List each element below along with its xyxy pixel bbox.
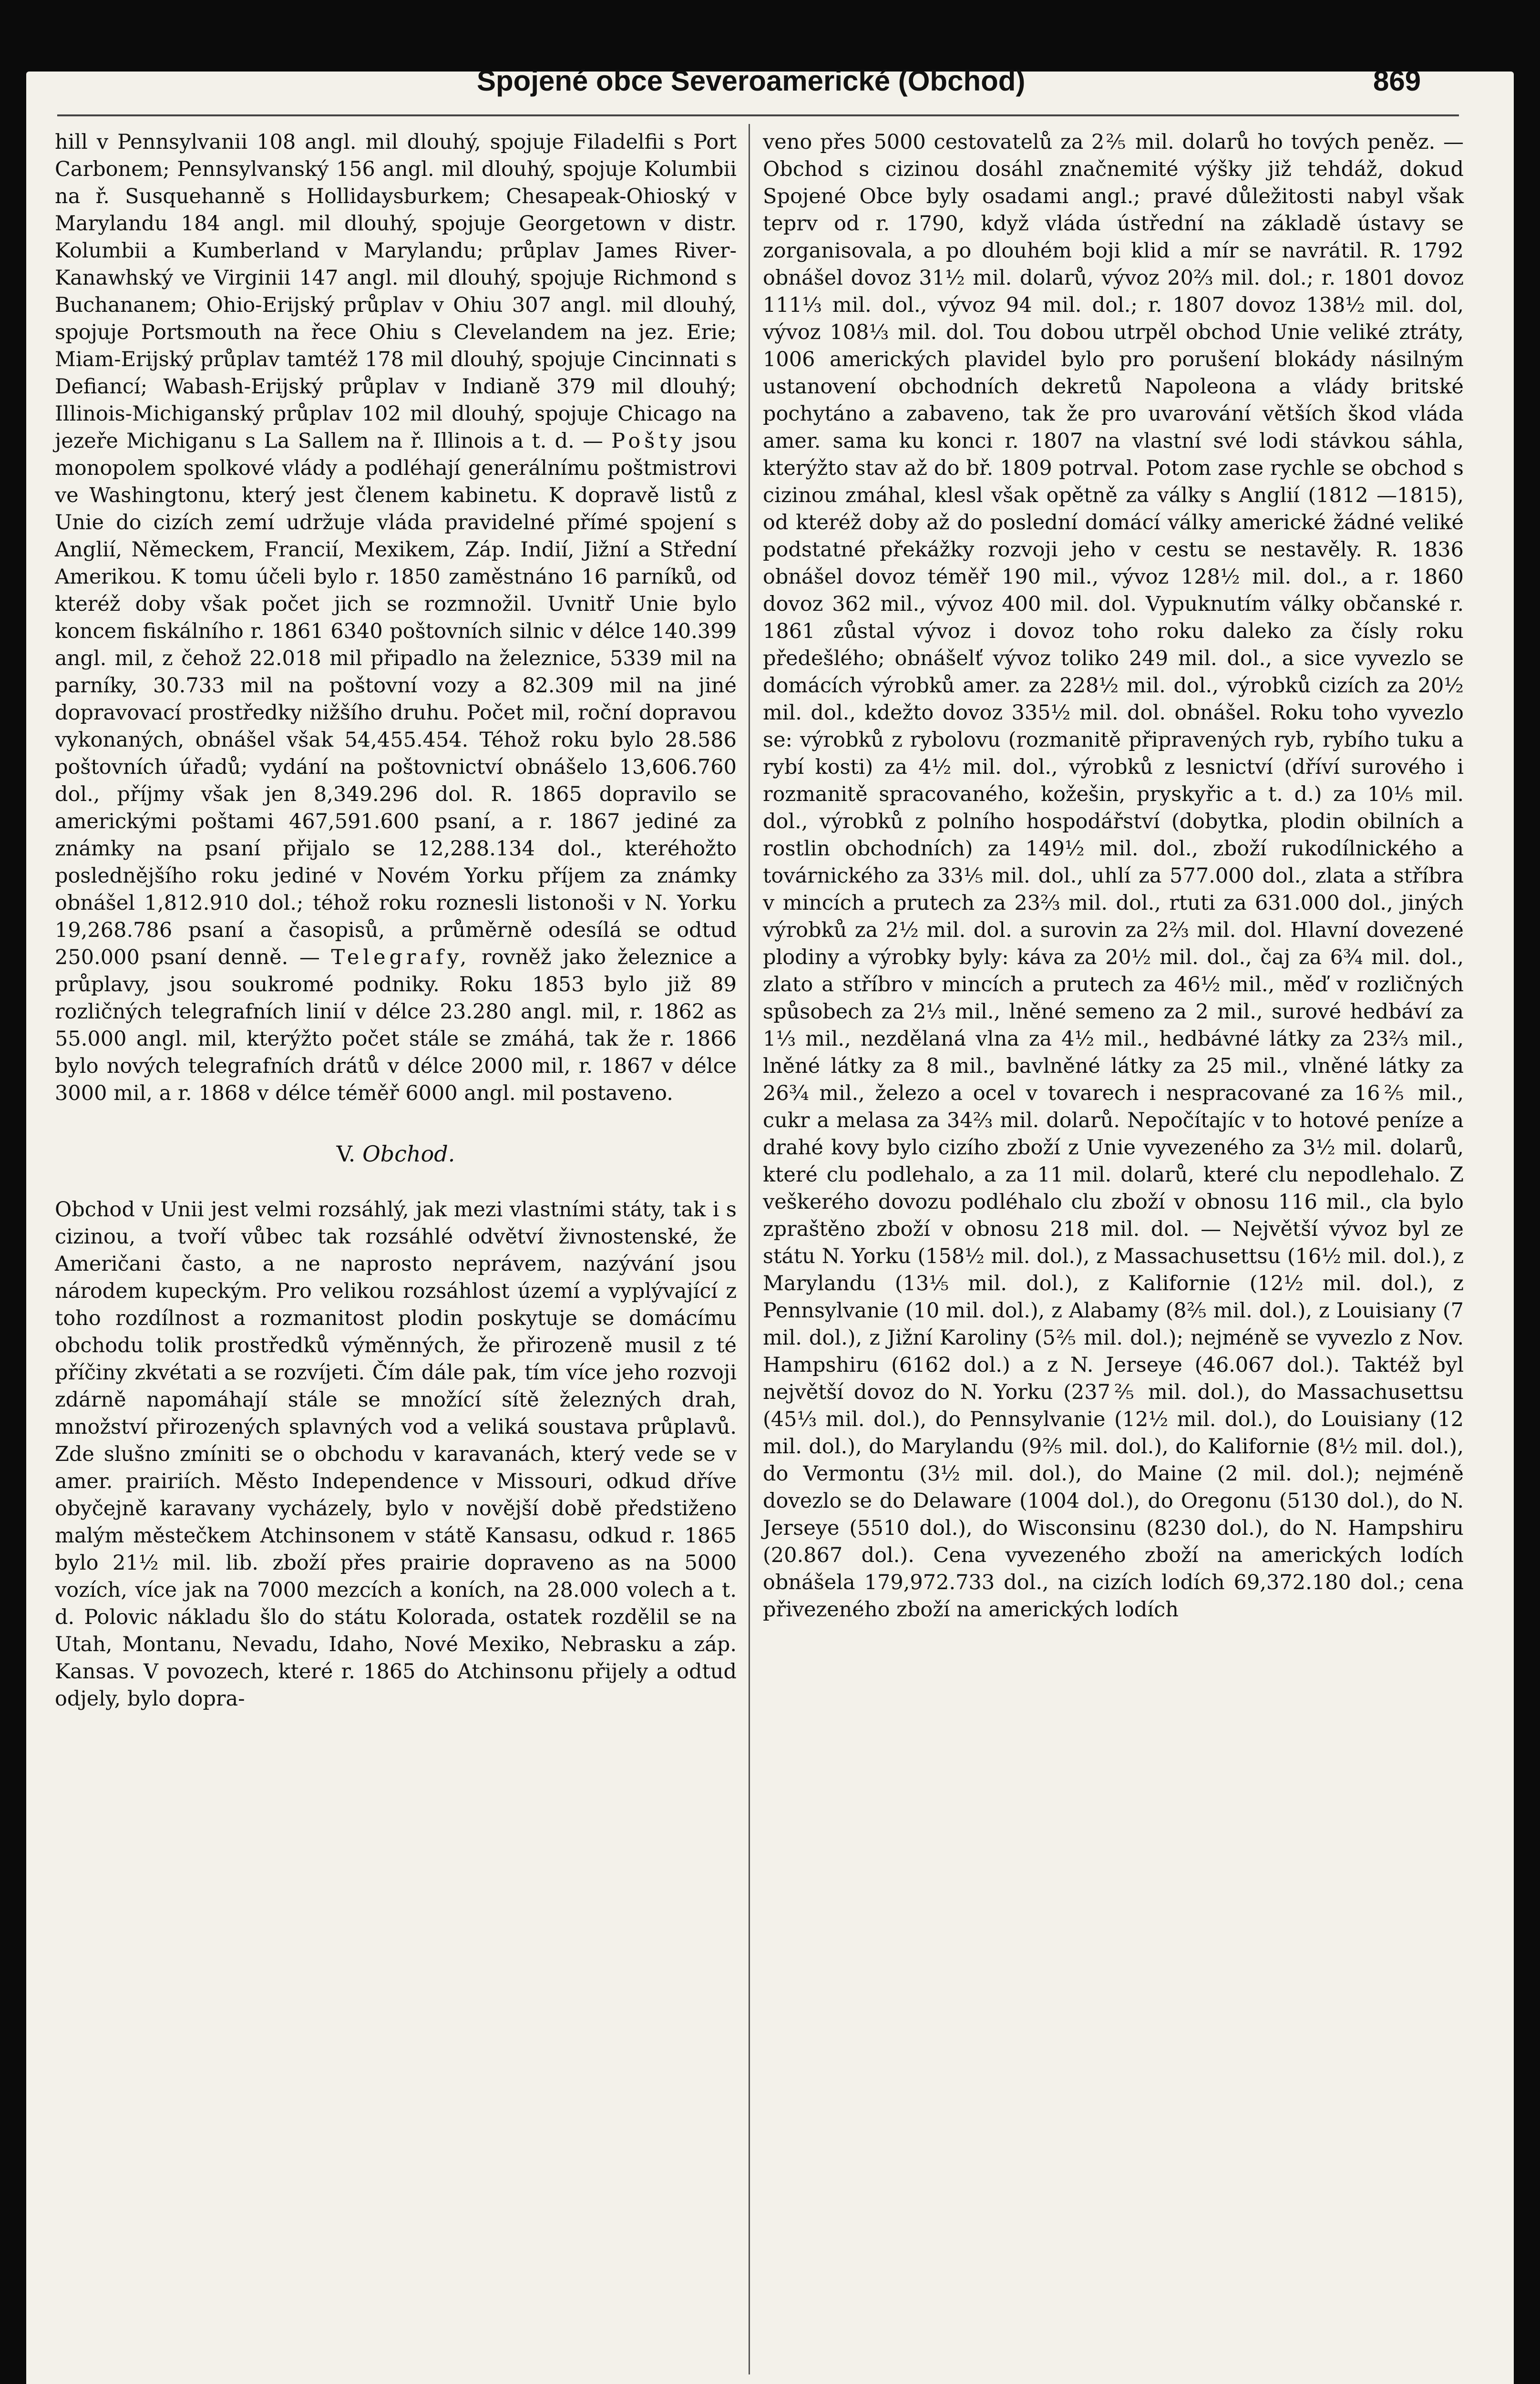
right-paragraph-foreign-trade: veno přes 5000 cestovatelů za 2⅖ mil. dolarů ho tových peněz. — Obchod s cizinou dosáhl značnemité výšky již tehdáž, dokud Spojené Obce byly osadami angl.; pravé důležitosti nabyl však teprv od r. 1790, když vláda ústřední na základě ústavy se zorganisovala, a po dlouhém boji klid a mír se navrátil. R. 1792 obnášel dovoz 31½ mil. dolarů, vývoz 20⅔ mil. dol.; r. 1801 dovoz 111⅓ mil. dol., vývoz 94 mil. dol.; r. 1807 dovoz 138½ mil. dol, vývoz 108⅓ mil. dol. Tou dobou utrpěl obchod Unie veliké ztráty, 1006 amerických plavidel bylo pro porušení blokády násilným ustanovení obchodních dekretů Napoleona a vlády britské pochytáno a zabaveno, tak že pro uvarování větších škod vláda amer. sama ku konci r. 1807 na vlastní své lodi stávkou sáhla, kterýžto stav až do bř. 1809 potrval. Potom zase rychle se obchod s cizinou zmáhal, klesl však opětně za války s Anglií (1812 —1815), od kteréž doby až do poslední domácí války americké žádné veliké podstatné překážky rozvoji jeho v cestu se nestavěly. R. 1836 obnášel dovoz téměř 190 mil., vývoz 128½ mil. dol., a r. 1860 dovoz 362 mil., vývoz 400 mil. dol. Vypuknutím války občanské r. 1861 zůstal vývoz i dovoz toho roku daleko za čísly roku předešlého; obnášelť vývoz toliko 249 mil. dol., a sice vyvezlo se domácích výrobků amer. za 228½ mil. dol., výrobků cizích za 20½ mil. dol., kdežto dovoz 335½ mil. dol. obnášel. Roku toho vyvezlo se: výrobků z rybolovu (rozmanitě připravených ryb, rybího tuku a rybí kosti) za 4½ mil. dol., výrobků z lesnictví (dříví surového i rozmanitě spracovaného, kožešin, pryskyřic a t. d.) za 10⅕ mil. dol., výrobků z polního hospodářství (dobytka, plodin obilních a rostlin obchodních) za 149½ mil. dol., zboží rukodílnického a továrnického za 33⅕ mil. dol., uhlí za 577.000 dol., zlata a stříbra v mincích a prutech za 23⅔ mil. dol., rtuti za 631.000 dol., jiných výrobků za 2½ mil. dol. a surovin za 2⅔ mil. dol. Hlavní dovezené plodiny a výrobky byly: káva za 20½ mil. dol., čaj za 6¾ mil. dol., zlato a stříbro v mincích a prutech za 46½ mil., měď v rozličných spůsobech za 2⅓ mil., lněné semeno za 2 mil., surové hedbáví za 1⅓ mil., nezdělaná vlna za 4½ mil., hedbávné látky za 23⅔ mil., lněné látky za 8 mil., bavlněné látky za 25 mil., vlněné látky za 26¾ mil., železo a ocel v tovarech i nespracované za 16⅖ mil., cukr a melasa za 34⅔ mil. dolarů. Nepočítajíc v to hotové peníze a drahé kovy bylo cizího zboží z Unie vyvezeného za 3½ mil. dolarů, které clu podlehalo, a za 11 mil. dolarů, které clu nepodlehalo. Z veškerého dovozu podléhalo clu zboží v obnosu 116 mil., cla bylo zpraštěno zboží v obnosu 218 mil. dol. — Největší vývoz byl ze státu N. Yorku (158½ mil. dol.), z Massachusettsu (16½ mil. dol.), z Marylandu (13⅕ mil. dol.), z Kalifornie (12½ mil. dol.), z Pennsylvanie (10 mil. dol.), z Alabamy (8⅖ mil. dol.), z Louisiany (7 mil. dol.), z Jižní Karoliny (5⅖ mil. dol.); nejméně se vyvezlo z Nov. Hampshiru (6162 dol.) a z N. Jerseye (46.067 dol.). Taktéž byl největší dovoz do N. Yorku (237⅖ mil. dol.), do Massachusettsu (45⅓ mil. dol.), do Pennsylvanie (12½ mil. dol.), do Louisiany (12 mil. dol.), do Marylandu (9⅖ mil. dol.), do Kalifornie (8½ mil. dol.), do Vermontu (3½ mil. dol.), do Maine (2 mil. dol.); nejméně dovezlo se do Delaware (1004 dol.), do Oregonu (5130 dol.), do N. Jerseye (5510 dol.), do Wisconsinu (8230 dol.), do N. Hampshiru (20.867 dol.). Cena vyvezeného zboží na amerických lodích obnášela 179,972.733 dol., na cizích lodích 69,372.180 dol.; cena přivezeného zboží na amerických lodích [763, 130, 1464, 1622]
running-header [477, 64, 1430, 107]
telegrafy-lead: Telegrafy, [331, 945, 471, 969]
posts-text: jsou monopolem spolkové vlády a podléhají generálnímu poštmistrovi ve Washingtonu, který jest členem kabinetu. K dopravě listů z Unie do cizích zemí udržuje vláda pravidelné přímé spojení s Anglií, Německem, Francií, Mexikem, Záp. Indií, Jižní a Střední Amerikou. K tomu účeli bylo r. 1850 zaměstnáno 16 parníků, od kteréž doby však počet jich se rozmnožil. Uvnitř Unie bylo koncem fiskálního r. 1861 6340 poštovních silnic v délce 140.399 angl. mil, z čehož 22.018 mil připadlo na železnice, 5339 mil na parníky, 30.733 mil na poštovní vozy a 82.309 mil na jiné dopravovací prostředky nižšího druhu. Počet mil, roční dopravou vykonaných, obnášel však 54,455.454. Téhož roku bylo 28.586 poštovních úřadů; vydání na poštovnictví obnášelo 13,606.760 dol., příjmy však jen 8,349.296 dol. R. 1865 dopravilo se americkými poštami 467,591.600 psaní, a r. 1867 jediné za známky na psaní přijalo se 12,288.134 dol., kteréhožto poslednějšího roku jediné v Novém Yorku příjem za známky obnášel 1,812.910 dol.; téhož roku roznesli listonoši v N. Yorku 19,268.786 psaní a časopisů, a průměrně odesílá se odtud 250.000 psaní denně. — [55, 429, 737, 969]
left-column [55, 129, 737, 1713]
column-divider [749, 124, 750, 2374]
posty-lead: Pošty [611, 429, 686, 453]
header-rule [57, 114, 1459, 116]
canals-text: hill v Pennsylvanii 108 angl. mil dlouhý, spojuje Filadelfii s Port Carbonem; Pennsylvanský 156 angl. mil dlouhý, spojuje Kolumbii na ř. Susquehanně s Hollidaysburkem; Chesapeak-Ohioský v Marylandu 184 angl. mil dlouhý, spojuje Georgetown v distr. Kolumbii a Kumberland v Marylandu; průplav James River-Kanawhský ve Virginii 147 angl. mil dlouhý, spojuje Richmond s Buchananem; Ohio-Erijský průplav v Ohiu 307 angl. mil dlouhý, spojuje Portsmouth na řece Ohiu s Clevelandem na jez. Erie; Miam-Erijský průplav tamtéž 178 mil dlouhý, spojuje Cincinnati s Defiancí; Wabash-Erijský průplav v Indianě 379 mil dlouhý; Illinois-Michiganský průplav 102 mil dlouhý, spojuje Chicago na jezeře Michiganu s La Sallem na ř. Illinois a t. d. — [55, 130, 737, 453]
section-title: Obchod. [362, 1141, 455, 1167]
right-column [763, 129, 1464, 1624]
running-title: Spojené obce Severoamerické (Obchod) [477, 65, 1026, 97]
left-paragraph-transport [55, 129, 737, 1107]
left-paragraph-commerce: Obchod v Unii jest velmi rozsáhlý, jak mezi vlastními státy, tak i s cizinou, a tvoří vůbec tak rozsáhlé odvětví živnostenské, že Američani často, a ne naprosto neprávem, nazývání jsou národem kupeckým. Pro velikou rozsáhlost území a vyplývající z toho rozdílnost a rozmanitost plodin poskytuje se domácímu obchodu tolik prostředků výměnných, že přirozeně musil z té příčiny zkvétati a se rozvíjeti. Čím dále pak, tím více jeho rozvoji zdárně napomáhají stále se množící sítě železných drah, množství přirozených splavných vod a veliká soustava průplavů. Zde slušno zmíniti se o obchodu v karavanách, který vede se v amer. prairiích. Město Independence v Missouri, odkud dříve obyčejně karavany vycházely, bylo v novější době předstiženo malým městečkem Atchinsonem v státě Kansasu, odkud r. 1865 bylo 21½ mil. lib. zboží přes prairie dopraveno as na 5000 vozích, více jak na 7000 mezcích a koních, na 28.000 volech a t. d. Polovic nákladu šlo do státu Kolorada, ostatek rozdělil se na Utah, Montanu, Nevadu, Idaho, Nové Mexiko, Nebrasku a záp. Kansas. V povozech, které r. 1865 do Atchinsonu přijely a odtud odjely, bylo dopra- [55, 1198, 737, 1711]
section-number: V. [336, 1141, 356, 1167]
page-number: 869 [1373, 65, 1421, 97]
telegraph-text: rovněž jako železnice a průplavy, jsou soukromé podniky. Roku 1853 bylo již 89 rozličných telegrafních linií v délce 23.280 angl. mil, r. 1862 as 55.000 angl. mil, kterýžto počet stále se zmáhá, tak že r. 1866 bylo nových telegrafních drátů v délce 2000 mil, r. 1867 v délce 3000 mil, a r. 1868 v délce téměř 6000 angl. mil postaveno. [55, 945, 737, 1105]
section-heading [55, 1141, 737, 1168]
